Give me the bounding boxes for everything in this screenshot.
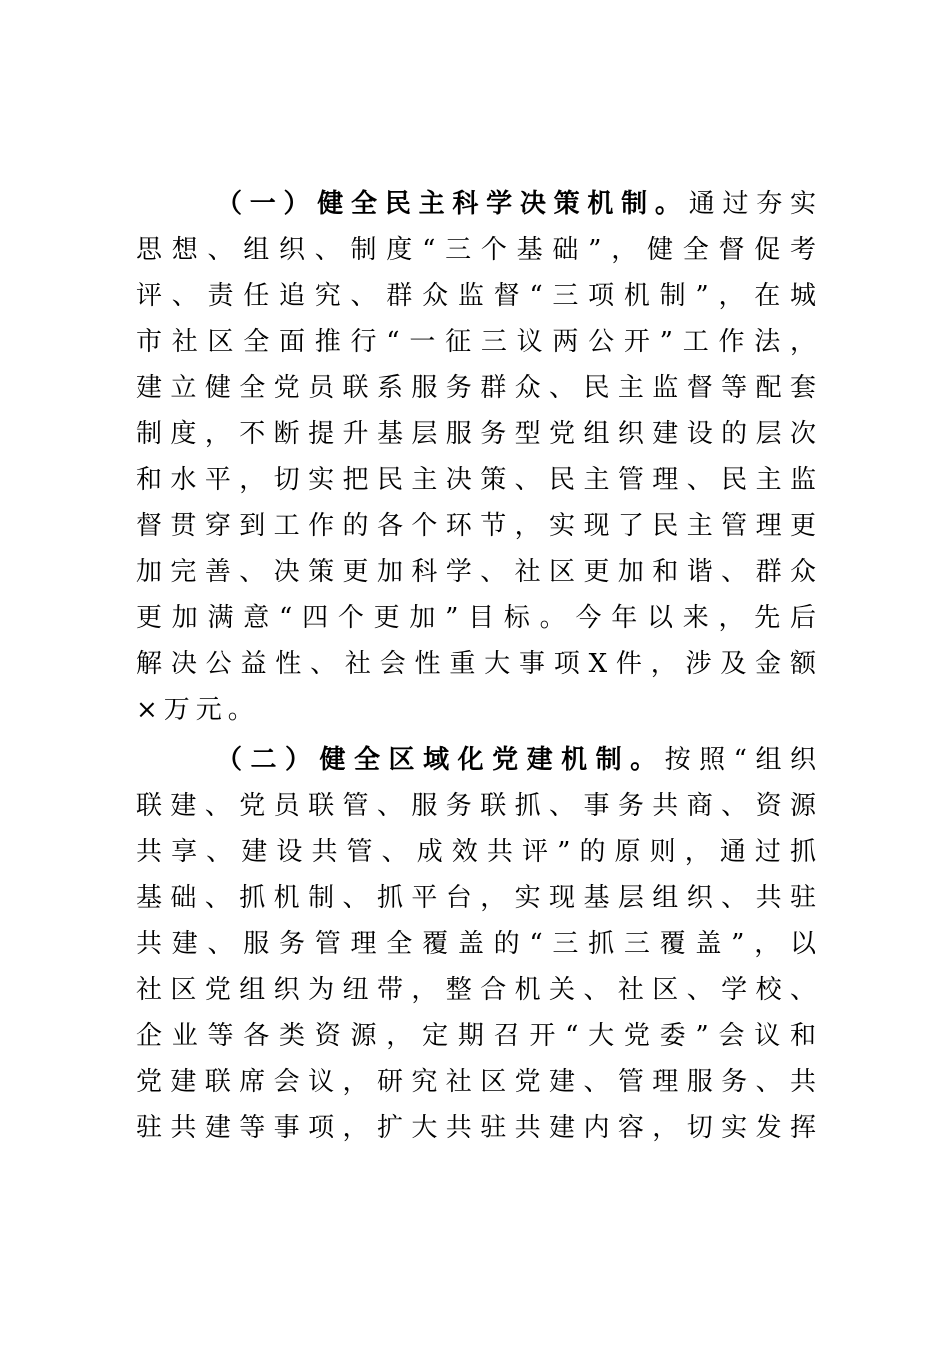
- text-line: 思想、组织、制度“三个基础”，健全督促考: [136, 235, 816, 265]
- text-line: 更加满意“四个更加”目标。今年以来，先后: [136, 603, 816, 633]
- text-line: 加完善、决策更加科学、社区更加和谐、群众: [136, 557, 816, 587]
- paragraph-first-line: [136, 181, 816, 227]
- text-line: 社区党组织为纽带，整合机关、社区、学校、: [136, 975, 816, 1005]
- text-line: 共建、服务管理全覆盖的“三抓三覆盖”，以: [136, 929, 816, 959]
- text-line: 企业等各类资源，定期召开“大党委”会议和: [136, 1021, 816, 1051]
- text-line: 建立健全党员联系服务群众、民主监督等配套: [136, 373, 816, 403]
- text-line: 驻共建等事项，扩大共驻共建内容，切实发挥: [136, 1113, 816, 1143]
- text-line: 市社区全面推行“一征三议两公开”工作法，: [136, 327, 816, 357]
- text-line: ×万元。: [136, 695, 260, 725]
- text-line: 督贯穿到工作的各个环节，实现了民主管理更: [136, 511, 816, 541]
- text-line: 按照“组织: [664, 745, 816, 775]
- paragraph-first-line: [136, 737, 816, 783]
- paragraph-regional-party-building: [136, 737, 816, 1151]
- paragraph-heading: （一）健全民主科学决策机制。: [216, 189, 689, 219]
- text-line: 和水平，切实把民主决策、民主管理、民主监: [136, 465, 816, 495]
- text-line: 通过夯实: [688, 189, 816, 219]
- text-line: 共享、建设共管、成效共评”的原则，通过抓: [136, 837, 816, 867]
- text-line: 解决公益性、社会性重大事项X件，涉及金额: [136, 649, 816, 679]
- text-line: 联建、党员联管、服务联抓、事务共商、资源: [136, 791, 816, 821]
- paragraph-heading: （二）健全区域化党建机制。: [216, 745, 665, 775]
- text-line: 制度，不断提升基层服务型党组织建设的层次: [136, 419, 816, 449]
- text-line: 党建联席会议，研究社区党建、管理服务、共: [136, 1067, 816, 1097]
- paragraph-decision-mechanism: [136, 181, 816, 733]
- text-line: 基础、抓机制、抓平台，实现基层组织、共驻: [136, 883, 816, 913]
- text-line: 评、责任追究、群众监督“三项机制”，在城: [136, 281, 816, 311]
